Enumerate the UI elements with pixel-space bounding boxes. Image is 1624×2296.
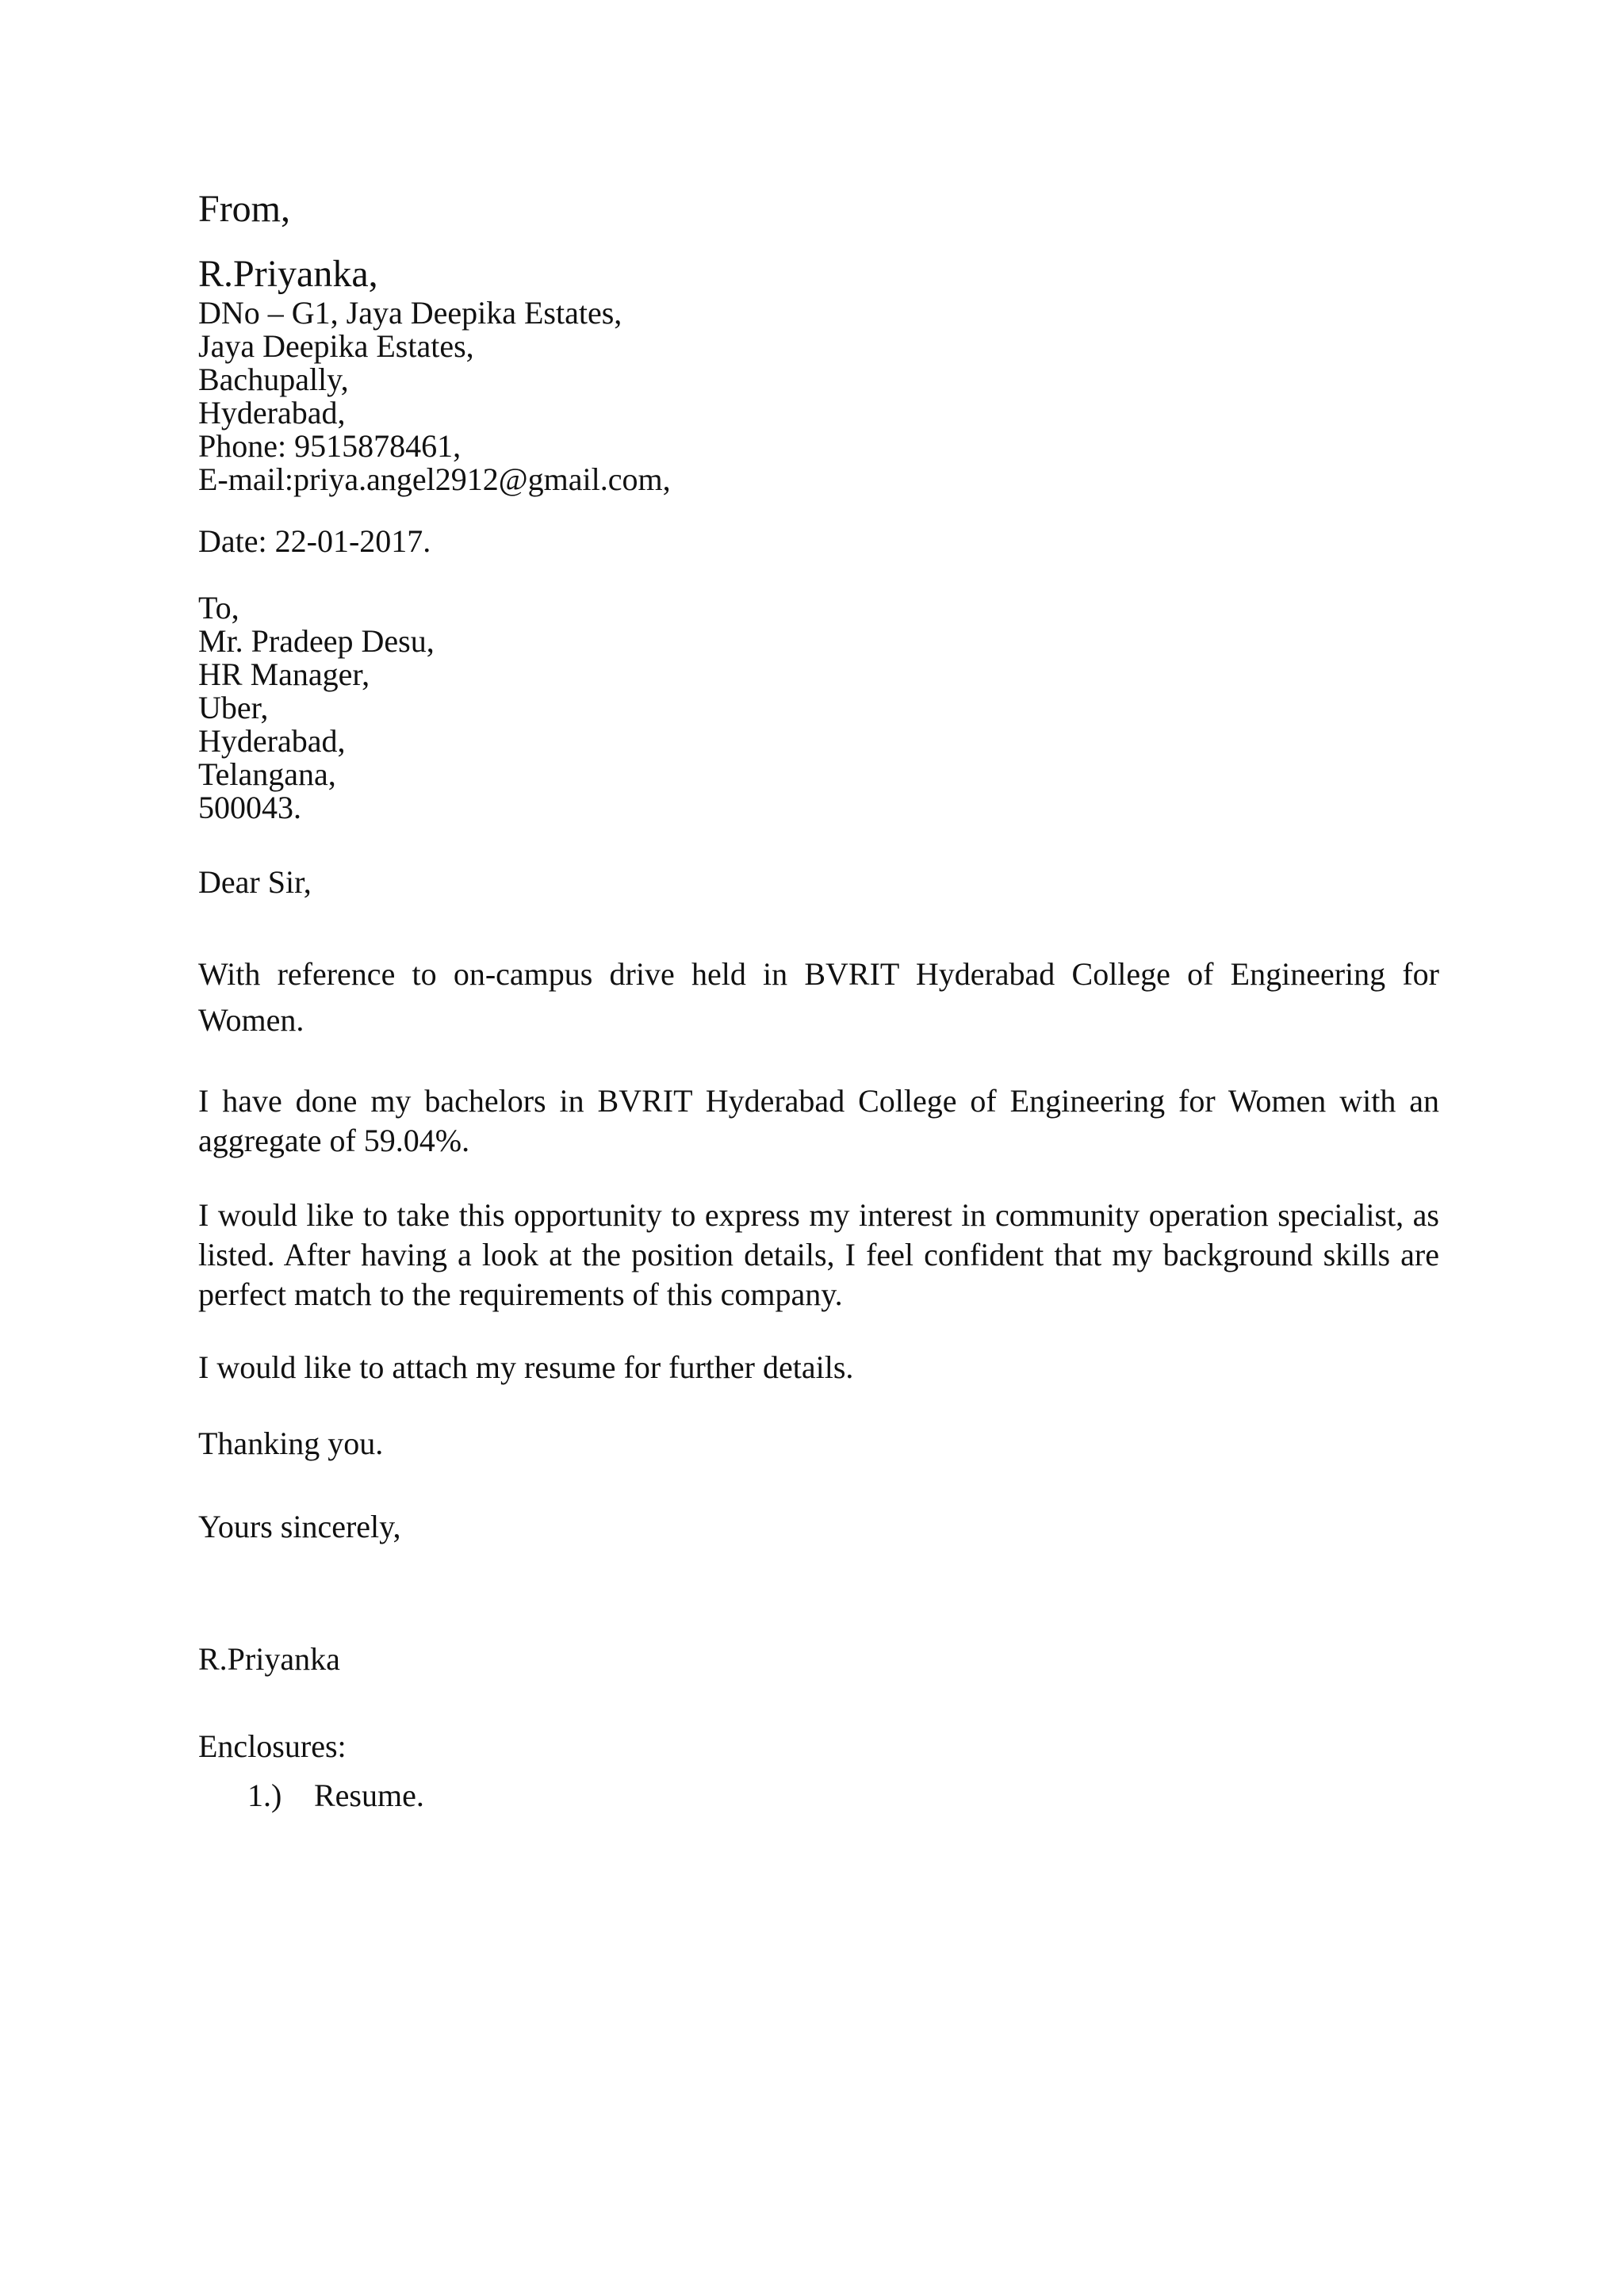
- sender-address-line: Jaya Deepika Estates,: [198, 328, 474, 364]
- sender-phone: Phone: 9515878461,: [198, 428, 462, 464]
- letter-date: [198, 525, 1439, 558]
- body-paragraph: Thanking you.: [198, 1425, 384, 1461]
- body-paragraph: I would like to take this opportunity to express my interest in community operation specialist, as listed. After having a look at the position details, I feel confident that my background skills are perfect match to the requirements of this company.: [198, 1197, 1439, 1312]
- sender-address-line: Bachupally,: [198, 362, 349, 397]
- body-paragraph: I have done my bachelors in BVRIT Hyderabad College of Engineering for Women with an aggregate of 59.04%.: [198, 1083, 1439, 1158]
- body-paragraph: I would like to attach my resume for further details.: [198, 1349, 854, 1385]
- recipient-line: Hyderabad,: [198, 723, 346, 759]
- sender-name: R.Priyanka,: [198, 253, 378, 295]
- enclosure-text: Resume.: [314, 1777, 424, 1813]
- closing: [198, 1510, 1439, 1544]
- recipient-line: Uber,: [198, 690, 269, 725]
- enclosures-label-text: Enclosures:: [198, 1728, 347, 1764]
- recipient-line: HR Manager,: [198, 656, 370, 692]
- recipient-address: [198, 591, 1439, 825]
- recipient-line: Mr. Pradeep Desu,: [198, 623, 435, 659]
- date-text: Date: 22-01-2017.: [198, 523, 431, 559]
- salutation-text: Dear Sir,: [198, 864, 312, 900]
- sender-address-line: DNo – G1, Jaya Deepika Estates,: [198, 295, 622, 331]
- enclosure-number: 1.): [247, 1777, 282, 1813]
- recipient-line: 500043.: [198, 790, 301, 825]
- sender-address: [198, 297, 1439, 496]
- signature: [198, 1643, 1439, 1676]
- recipient-line: To,: [198, 590, 239, 626]
- salutation: [198, 866, 1439, 899]
- recipient-line: Telangana,: [198, 756, 336, 792]
- enclosure-item: [247, 1776, 424, 1816]
- from-label: From,: [198, 188, 291, 230]
- closing-text: Yours sincerely,: [198, 1509, 401, 1544]
- sender-email: E-mail:priya.angel2912@gmail.com,: [198, 461, 671, 497]
- enclosures-label: [198, 1730, 1439, 1763]
- signature-name: R.Priyanka: [198, 1641, 340, 1677]
- body-paragraph: With reference to on-campus drive held in BVRIT Hyderabad College of Engineering for Women.: [198, 956, 1439, 1038]
- sender-address-line: Hyderabad,: [198, 395, 346, 430]
